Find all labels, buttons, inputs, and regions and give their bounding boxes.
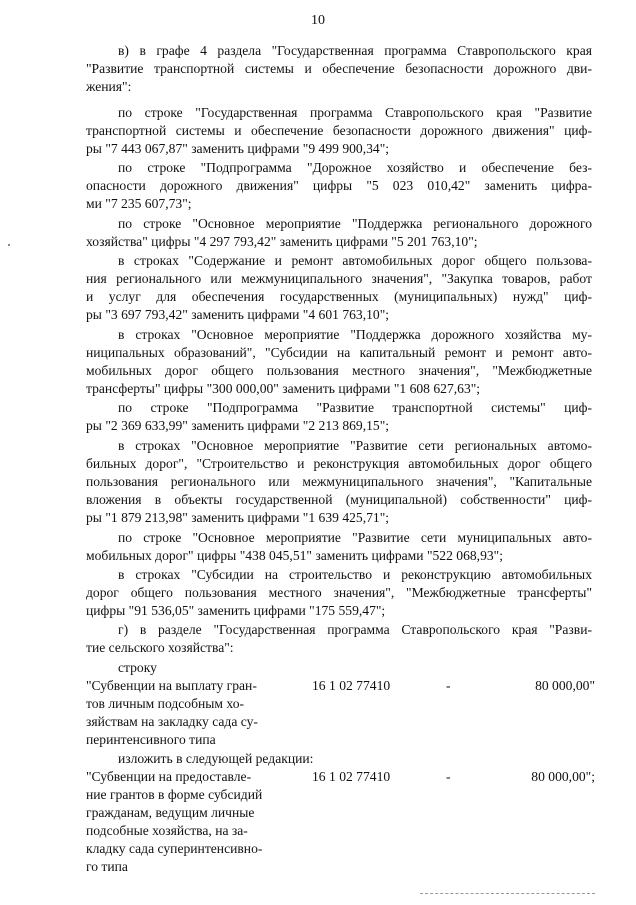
paragraph-line: транспортной системы и обеспечение безопасности дорожного движения" циф- xyxy=(86,123,592,138)
paragraph-line: по строке "Основное мероприятие "Поддержка регионального дорожного xyxy=(118,216,592,231)
bottom-rule xyxy=(420,893,595,894)
paragraph-line: в строках "Субсидии на строительство и реконструкцию автомобильных xyxy=(118,567,592,582)
paragraph-line: по строке "Подпрограмма "Дорожное хозяйство и обеспечение без- xyxy=(118,160,592,175)
paragraph-line: ры "3 697 793,42" заменить цифрами "4 601 763,10"; xyxy=(86,307,390,322)
paragraph-line: "Развитие транспортной системы и обеспечение безопасности дорожного дви- xyxy=(86,61,592,76)
paragraph-line: по строке "Государственная программа Ставропольского края "Развитие xyxy=(118,105,592,120)
paragraph-line: и услуг для обеспечения государственных (муниципальных) нужд" циф- xyxy=(86,289,592,304)
paragraph-line: ниципальных образований", "Субсидии на капитальный ремонт и ремонт авто- xyxy=(86,345,592,360)
row-dash: - xyxy=(446,678,451,693)
paragraph-line: опасности дорожного движения" цифры "5 023 010,42" заменить цифра- xyxy=(86,178,592,193)
paragraph-line: по строке "Подпрограмма "Развитие транспортной системы" циф- xyxy=(118,400,592,415)
paragraph-line: жения": xyxy=(86,79,132,94)
margin-mark xyxy=(8,244,10,246)
paragraph-line: г) в разделе "Государственная программа Ставропольского края "Разви- xyxy=(118,622,592,637)
row-code: 16 1 02 77410 xyxy=(312,678,391,693)
paragraph-line: трансферты" цифры "300 000,00" заменить цифрами "1 608 627,63"; xyxy=(86,381,481,396)
row-dash: - xyxy=(446,769,451,784)
paragraph-line: мобильных дорог общего пользования местного значения", "Межбюджетные xyxy=(86,363,592,378)
row-name-line: гражданам, ведущим личные xyxy=(86,805,255,820)
row-name-line: кладку сада суперинтенсивно- xyxy=(86,841,263,856)
paragraph-line: цифры "91 536,05" заменить цифрами "175 559,47"; xyxy=(86,603,386,618)
paragraph-line: в строках "Содержание и ремонт автомобильных дорог общего пользова- xyxy=(118,253,592,268)
paragraph-line: ры "2 369 633,99" заменить цифрами "2 213 869,15"; xyxy=(86,418,390,433)
paragraph-line: дорог общего пользования местного значения", "Межбюджетные трансферты" xyxy=(86,585,592,600)
page-number: 10 xyxy=(311,13,325,28)
row-name-line: "Субвенции на предоставле- xyxy=(86,769,252,784)
row-name-line: зяйствам на закладку сада су- xyxy=(86,714,258,729)
paragraph-line: ния регионального или межмуниципального значения", "Закупка товаров, работ xyxy=(86,271,592,286)
paragraph-line: мобильных дорог" цифры "438 045,51" заменить цифрами "522 068,93"; xyxy=(86,548,503,563)
row-code: 16 1 02 77410 xyxy=(312,769,391,784)
row-name-line: тов личным подсобным хо- xyxy=(86,696,245,711)
row-amount: 80 000,00" xyxy=(535,678,595,693)
row-name-line: подсобные хозяйства, на за- xyxy=(86,823,248,838)
paragraph-line: тие сельского хозяйства": xyxy=(86,640,234,655)
paragraph-line: ми "7 235 607,73"; xyxy=(86,196,192,211)
paragraph-line: ры "1 879 213,98" заменить цифрами "1 639 425,71"; xyxy=(86,510,390,525)
row-name-line: ние грантов в форме субсидий xyxy=(86,787,263,802)
row-amount: 80 000,00"; xyxy=(531,769,595,784)
row-name-line: "Субвенции на выплату гран- xyxy=(86,678,257,693)
replace-label: изложить в следующей редакции: xyxy=(118,751,314,766)
row-label: строку xyxy=(118,660,157,675)
paragraph-line: бильных дорог", "Строительство и реконструкция автомобильных дорог общего xyxy=(86,456,592,471)
row-name-line: го типа xyxy=(86,859,128,874)
paragraph-line: вложения в объекты государственной (муниципальной) собственности" циф- xyxy=(86,492,592,507)
paragraph-line: в строках "Основное мероприятие "Развитие сети региональных автомо- xyxy=(118,438,592,453)
paragraph-line: пользования регионального или межмуниципального значения", "Капитальные xyxy=(86,474,592,489)
paragraph-line: в) в графе 4 раздела "Государственная программа Ставропольского края xyxy=(118,43,592,58)
paragraph-line: ры "7 443 067,87" заменить цифрами "9 499 900,34"; xyxy=(86,141,390,156)
paragraph-line: хозяйства" цифры "4 297 793,42" заменить цифрами "5 201 763,10"; xyxy=(86,234,478,249)
paragraph-line: по строке "Основное мероприятие "Развитие сети муниципальных авто- xyxy=(118,530,592,545)
paragraph-line: в строках "Основное мероприятие "Поддержка дорожного хозяйства му- xyxy=(118,327,592,342)
row-name-line: перинтенсивного типа xyxy=(86,732,216,747)
